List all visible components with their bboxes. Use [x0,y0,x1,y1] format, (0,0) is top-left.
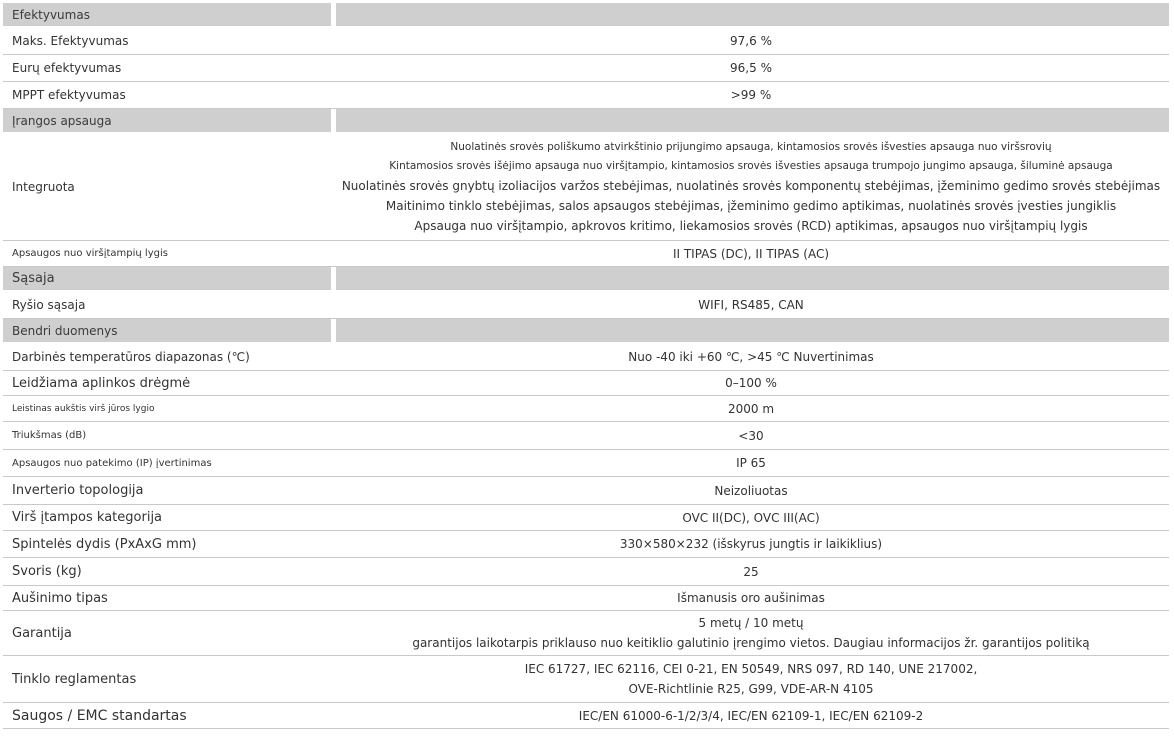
row-value-line: 5 metų / 10 metų [698,616,804,630]
table-row [3,477,1169,505]
row-value-line: OVE-Richtlinie R25, G99, VDE-AR-N 4105 [628,682,874,696]
row-label: Svoris (kg) [12,564,82,579]
table-row [3,505,1169,531]
row-value: 97,6 % [730,34,772,48]
row-value: 25 [743,564,759,579]
section-header-efficiency [3,3,1169,28]
row-value-multiline [333,134,1169,240]
row-value: 2000 m [727,401,775,416]
row-value: IP 65 [736,456,766,470]
row-label: Virš įtampos kategorija [12,510,163,525]
section-title: Bendri duomenys [12,323,118,338]
section-title: Efektyvumas [12,7,90,22]
row-value-line: IEC 61727, IEC 62116, CEI 0-21, EN 50549, NRS 097, RD 140, UNE 217002, [524,662,978,676]
spec-table [3,3,1169,729]
row-value: >99 % [730,88,772,102]
section-blank-cell [336,109,1169,132]
section-title: Sąsaja [12,271,55,286]
row-label: Spintelės dydis (PxAxG mm) [12,536,197,552]
section-label-cell [3,319,331,342]
table-row [3,396,1169,422]
table-row [3,531,1169,558]
row-label: Apsaugos nuo viršįtampių lygis [12,248,168,259]
table-row [3,241,1169,267]
row-label: Inverterio topologija [12,483,144,498]
row-value-line: Maitinimo tinklo stebėjimas, salos apsaugos stebėjimas, įžeminimo gedimo aptikimas, nuolatinės srovės įvesties jungiklis [385,199,1117,213]
row-label: Darbinės temperatūros diapazonas (℃) [12,350,250,364]
table-row [3,28,1169,55]
row-label: Aušinimo tipas [12,590,108,606]
row-label: Apsaugos nuo patekimo (IP) įvertinimas [12,457,212,469]
section-blank-cell [336,267,1169,290]
section-label-cell [3,267,331,290]
table-row [3,344,1169,371]
section-label-cell [3,109,331,132]
row-label: Maks. Efektyvumas [12,34,129,48]
row-value-multiline [333,656,1169,702]
row-value: II TIPAS (DC), II TIPAS (AC) [672,246,830,261]
row-label: Saugos / EMC standartas [12,707,187,724]
table-row [3,134,1169,241]
row-value-line: Nuolatinės srovės gnybtų izoliacijos varžos stebėjimas, nuolatinės srovės komponentų stebėjimas, įžeminimo gedimo srovės stebėjimas [341,179,1161,193]
section-header-protection [3,109,1169,134]
table-row [3,586,1169,611]
row-label: Leidžiama aplinkos drėgmė [12,375,191,391]
table-row [3,292,1169,319]
row-label: Eurų efektyvumas [12,61,122,75]
section-blank-cell [336,3,1169,26]
section-blank-cell [336,319,1169,342]
row-label: Ryšio sąsaja [12,298,86,312]
table-row [3,656,1169,703]
row-label: Leistinas aukštis virš jūros lygio [12,403,155,414]
section-title: Įrangos apsauga [12,113,112,128]
row-value: Išmanusis oro aušinimas [677,591,825,605]
section-label-cell [3,3,331,26]
table-row [3,703,1169,729]
row-label: Integruota [12,180,75,194]
section-header-interface [3,267,1169,292]
row-label: Tinklo reglamentas [12,671,137,687]
row-value: 330×580×232 (išskyrus jungtis ir laikiklius) [619,537,883,551]
table-row [3,55,1169,82]
table-row [3,611,1169,656]
row-value: 96,5 % [730,61,772,75]
section-header-general [3,319,1169,344]
row-value-line: Nuolatinės srovės poliškumo atvirkštinio prijungimo apsauga, kintamosios srovės išvesties apsauga nuo viršsrovių [450,141,1052,153]
row-value: OVC II(DC), OVC III(AC) [682,510,820,525]
row-value: 0–100 % [725,376,777,390]
row-label: Garantija [12,625,72,641]
table-row [3,371,1169,396]
table-row [3,82,1169,109]
row-value-line: Kintamosios srovės išėjimo apsauga nuo viršįtampio, kintamosios srovės išvesties apsauga trumpojo jungimo apsauga, šiluminė apsauga [389,160,1113,172]
row-label: Triukšmas (dB) [12,430,87,441]
row-value: Neizoliuotas [714,483,788,498]
row-label: MPPT efektyvumas [12,88,126,102]
table-row [3,422,1169,450]
table-row [3,558,1169,586]
row-value: IEC/EN 61000-6-1/2/3/4, IEC/EN 62109-1, IEC/EN 62109-2 [578,708,924,723]
row-value-line: garantijos laikotarpis priklauso nuo keitiklio galutinio įrengimo vietos. Daugiau informacijos žr. garantijos politiką [412,636,1090,650]
row-value-multiline [333,611,1169,655]
row-value: Nuo -40 iki +60 ℃, >45 ℃ Nuvertinimas [628,350,874,364]
row-value-line: Apsauga nuo viršįtampio, apkrovos kritimo, liekamosios srovės (RCD) aptikimas, apsaugos nuo viršįtampių lygis [414,219,1088,233]
row-value: <30 [738,428,764,443]
table-row [3,450,1169,477]
row-value: WIFI, RS485, CAN [698,298,804,312]
